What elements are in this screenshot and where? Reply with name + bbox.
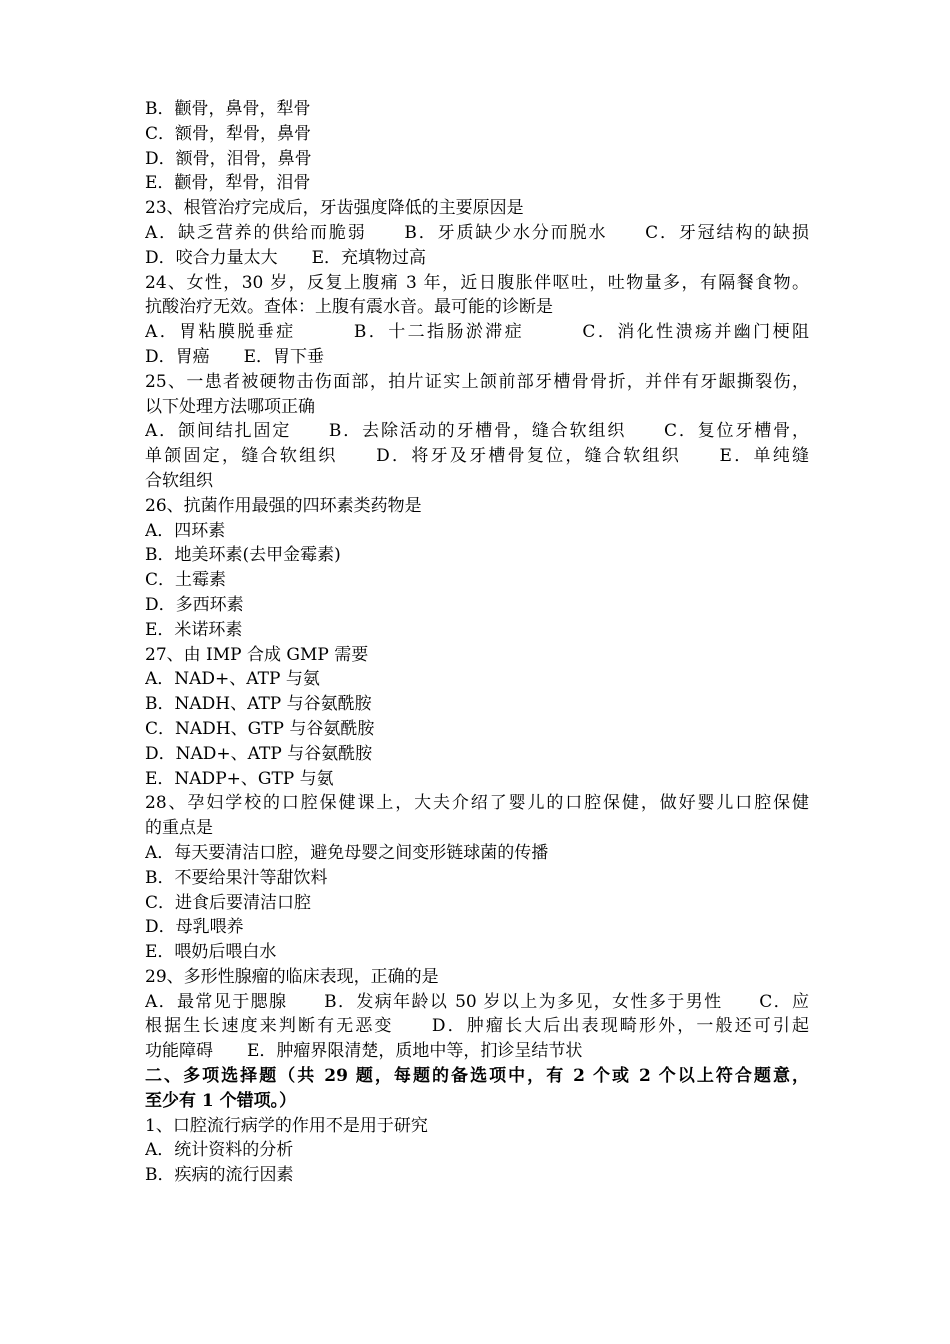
text-line: B．疾病的流行因素 <box>145 1165 294 1186</box>
text-line: A．NAD+、ATP 与氨 <box>145 669 320 690</box>
text-line: 功能障碍 E．肿瘤界限清楚，质地中等，扪诊呈结节状 <box>145 1041 583 1062</box>
text-line: E．颧骨，犁骨，泪骨 <box>145 173 311 194</box>
text-line: 27、由 IMP 合成 GMP 需要 <box>145 644 369 665</box>
text-line: 26、抗菌作用最强的四环素类药物是 <box>145 495 422 516</box>
text-line: 23、根管治疗完成后，牙齿强度降低的主要原因是 <box>145 198 524 219</box>
text-line: D．胃癌 E．胃下垂 <box>145 346 325 367</box>
text-line: D．NAD+、ATP 与谷氨酰胺 <box>145 743 373 764</box>
text-line: E．喂奶后喂白水 <box>145 942 277 963</box>
text-line: 25、一患者被硬物击伤面部，拍片证实上颌前部牙槽骨骨折，并伴有牙龈撕裂伤， <box>145 371 809 392</box>
text-line: E．NADP+、GTP 与氨 <box>145 768 334 789</box>
text-line: 单颌固定，缝合软组织 D．将牙及牙槽骨复位，缝合软组织 E．单纯缝 <box>145 446 809 467</box>
text-line: 以下处理方法哪项正确 <box>145 396 315 417</box>
text-line: B．颧骨，鼻骨，犁骨 <box>145 99 311 119</box>
text-line: 抗酸治疗无效。查体：上腹有震水音。最可能的诊断是 <box>145 297 553 318</box>
text-line: 的重点是 <box>145 818 213 839</box>
text-line: C．NADH、GTP 与谷氨酰胺 <box>145 718 375 739</box>
text-line: 24、女性，30 岁，反复上腹痛 3 年，近日腹胀伴呕吐，吐物量多，有隔餐食物。 <box>145 272 809 293</box>
text-line: B．NADH、ATP 与谷氨酰胺 <box>145 694 372 715</box>
text-line: A．颌间结扎固定 B．去除活动的牙槽骨，缝合软组织 C．复位牙槽骨， <box>145 421 809 442</box>
text-line: B．不要给果汁等甜饮料 <box>145 867 328 888</box>
text-line: A．胃粘膜脱垂症 B．十二指肠淤滞症 C．消化性溃疡并幽门梗阻 <box>145 322 809 343</box>
text-line: 1、口腔流行病学的作用不是用于研究 <box>145 1115 428 1136</box>
text-line: A．最常见于腮腺 B．发病年龄以 50 岁以上为多见，女性多于男性 C．应 <box>145 991 809 1012</box>
text-line: D．母乳喂养 <box>145 917 244 938</box>
text-line: 29、多形性腺瘤的临床表现，正确的是 <box>145 966 439 987</box>
text-line: 28、孕妇学校的口腔保健课上，大夫介绍了婴儿的口腔保健，做好婴儿口腔保健 <box>145 793 809 814</box>
text-line: D．多西环素 <box>145 594 244 615</box>
text-line: A．统计资料的分析 <box>145 1140 294 1161</box>
text-line: B．地美环素(去甲金霉素) <box>145 545 341 566</box>
text-line: 合软组织 <box>145 470 213 491</box>
text-line: C．额骨，犁骨，鼻骨 <box>145 123 312 144</box>
text-line: D．咬合力量太大 E．充填物过高 <box>145 247 427 268</box>
section-heading-line: 至少有 1 个错项。） <box>145 1090 297 1111</box>
text-line: A．四环素 <box>145 520 226 541</box>
text-line: C．土霉素 <box>145 570 227 591</box>
text-line: E．米诺环素 <box>145 619 243 640</box>
text-line: A．缺乏营养的供给而脆弱 B．牙质缺少水分而脱水 C．牙冠结构的缺损 <box>145 222 809 243</box>
text-line: 根据生长速度来判断有无恶变 D．肿瘤长大后出表现畸形外，一般还可引起 <box>145 1016 809 1037</box>
section-heading-line: 二、多项选择题（共 29 题，每题的备选项中，有 2 个或 2 个以上符合题意， <box>145 1066 809 1087</box>
text-line: C．进食后要清洁口腔 <box>145 892 312 913</box>
text-line: A．每天要清洁口腔，避免母婴之间变形链球菌的传播 <box>145 842 549 863</box>
text-line: D．额骨，泪骨，鼻骨 <box>145 148 312 169</box>
document-page <box>145 97 809 1188</box>
